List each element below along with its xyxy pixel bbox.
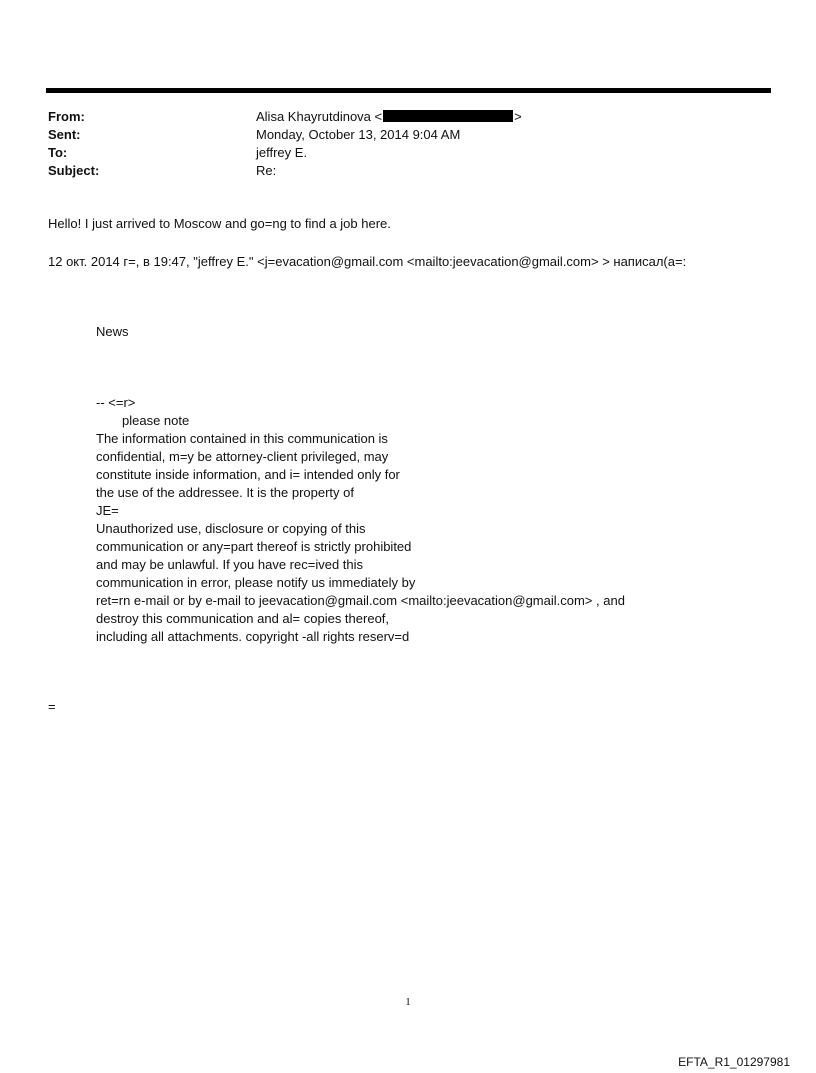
sig-line: please note — [122, 413, 190, 428]
from-open-bracket: < — [374, 109, 383, 124]
sig-line: including all attachments. copyright -all rights reserv=d — [96, 629, 410, 644]
to-label: To: — [48, 145, 68, 160]
sig-line: -- <=r> — [96, 395, 136, 410]
signature-block — [96, 394, 625, 646]
sig-line: communication in error, please notify us immediately by — [96, 575, 416, 590]
header-rule — [46, 88, 771, 93]
from-label: From: — [48, 109, 85, 124]
sig-line: Unauthorized use, disclosure or copying of this — [96, 521, 366, 536]
redaction-box — [383, 110, 513, 122]
news-text: News — [96, 324, 129, 339]
from-close-bracket: > — [514, 109, 522, 124]
sig-line: communication or any=part thereof is strictly prohibited — [96, 539, 412, 554]
sig-line: and may be unlawful. If you have rec=ived this — [96, 557, 364, 572]
sig-line: confidential, m=y be attorney-client privileged, may — [96, 449, 389, 464]
subject-value: Re: — [256, 163, 277, 178]
sig-line: destroy this communication and al= copies thereof, — [96, 611, 390, 626]
sent-label: Sent: — [48, 127, 81, 142]
trailing-equals: = — [48, 699, 56, 714]
subject-label: Subject: — [48, 163, 100, 178]
greeting-text: Hello! I just arrived to Moscow and go=ng to find a job here. — [48, 216, 391, 231]
sig-line: the use of the addressee. It is the property of — [96, 485, 354, 500]
sig-line: The information contained in this communication is — [96, 431, 388, 446]
from-name: Alisa Khayrutdinova — [256, 109, 371, 124]
quoted-header-line: 12 окт. 2014 г=, в 19:47, "jeffrey E." <j=evacation@gmail.com <mailto:jeevacation@gmail.com> > написал(а=: — [48, 254, 687, 269]
page-number: 1 — [405, 996, 411, 1008]
from-value — [256, 108, 522, 126]
sig-line: ret=rn e-mail or by e-mail to jeevacation@gmail.com <mailto:jeevacation@gmail.com> , and — [96, 593, 625, 608]
bates-number: EFTA_R1_01297981 — [678, 1055, 790, 1069]
sig-line: constitute inside information, and i= intended only for — [96, 467, 400, 482]
sent-value: Monday, October 13, 2014 9:04 AM — [256, 127, 461, 142]
to-value: jeffrey E. — [256, 145, 308, 160]
sig-line: JE= — [96, 503, 119, 518]
